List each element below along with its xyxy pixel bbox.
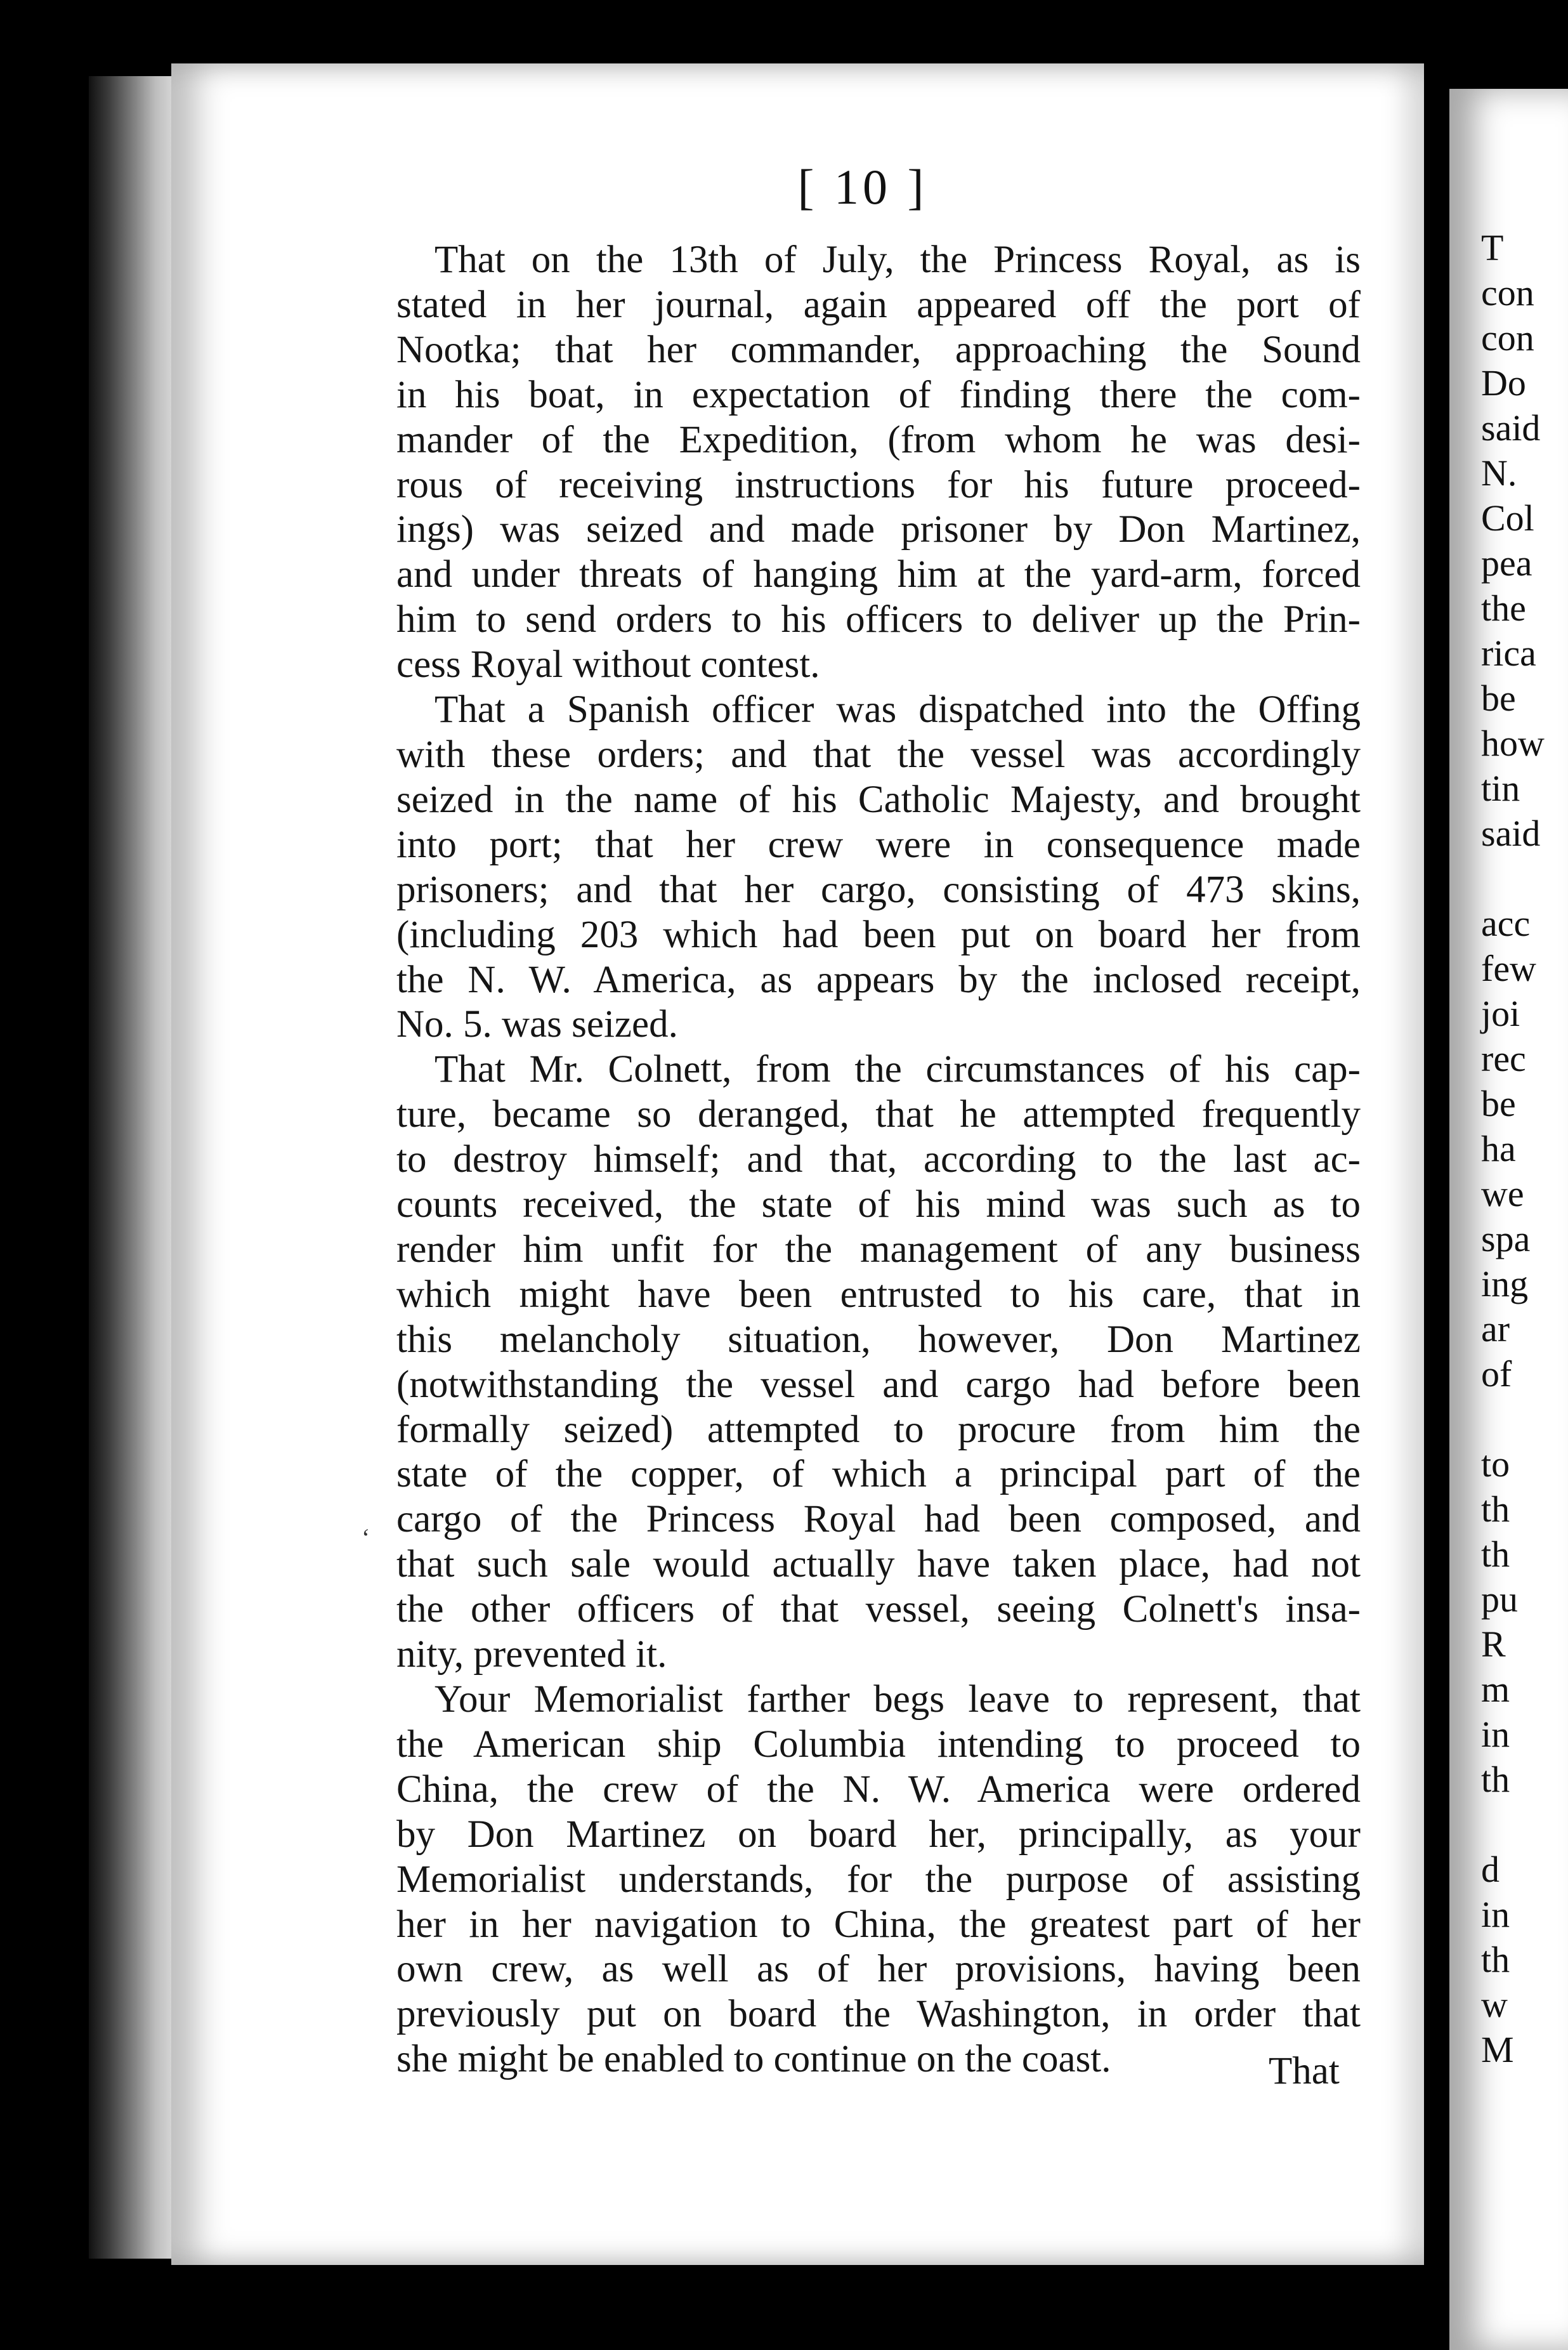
facing-page-fragment: con (1481, 317, 1534, 358)
facing-page-fragment: ha (1481, 1128, 1516, 1169)
text-line: cess Royal without contest. (396, 643, 820, 686)
text-line: No. 5. was seized. (396, 1003, 678, 1046)
text-line: him to send orders to his officers to deliver up the Prin- (396, 598, 1361, 641)
facing-page-fragment: how (1481, 723, 1545, 764)
text-line: state of the copper, of which a principal part of the (396, 1453, 1361, 1496)
page-body (396, 238, 1361, 2082)
text-line: the N. W. America, as appears by the inclosed receipt, (396, 958, 1361, 1001)
facing-page-fragment: m (1481, 1669, 1510, 1710)
text-line: nity, prevented it. (396, 1633, 667, 1676)
facing-page-fragment: w (1481, 1984, 1508, 2025)
facing-page-fragment (1481, 1396, 1568, 1441)
text-line: counts received, the state of his mind was such as to (396, 1183, 1361, 1226)
text-line: render him unfit for the management of any business (396, 1228, 1361, 1271)
facing-page-fragment (1481, 856, 1568, 901)
facing-page-fragment: joi (1481, 993, 1520, 1034)
facing-page-fragment: said (1481, 813, 1541, 854)
facing-page-fragment: T (1481, 227, 1504, 268)
facing-page-fragment: th (1481, 1939, 1510, 1980)
book-edge (89, 76, 184, 2259)
facing-page-fragment: Col (1481, 497, 1534, 539)
paragraph (396, 238, 1361, 688)
text-line: in his boat, in expectation of finding there the com- (396, 373, 1361, 416)
text-line: prisoners; and that her cargo, consisting of 473 skins, (396, 868, 1361, 911)
facing-page-fragment: be (1481, 1083, 1516, 1124)
facing-page-fragment: N. (1481, 452, 1517, 494)
facing-page-fragment: R (1481, 1624, 1506, 1665)
text-line: That Mr. Colnett, from the circumstances of his cap- (434, 1048, 1361, 1091)
margin-mark: ‘ (362, 1523, 370, 1552)
facing-page-fragment (1481, 1802, 1568, 1847)
text-line: and under threats of hanging him at the yard-arm, forced (396, 553, 1361, 596)
facing-page-fragment: th (1481, 1759, 1510, 1800)
text-line: she might be enabled to continue on the coast. (396, 2038, 1111, 2081)
facing-page-fragment: be (1481, 678, 1516, 719)
facing-page-fragment: in (1481, 1714, 1510, 1755)
text-line: by Don Martinez on board her, principally, as your (396, 1813, 1361, 1856)
facing-page-fragments (1481, 225, 1568, 2072)
text-line: previously put on board the Washington, in order that (396, 1993, 1361, 2036)
facing-page-fragment: ing (1481, 1263, 1529, 1304)
text-line: That on the 13th of July, the Princess Royal, as is (434, 239, 1361, 281)
facing-page-fragment: of (1481, 1353, 1512, 1395)
facing-page-fragment: th (1481, 1488, 1510, 1530)
facing-page-fragment: pu (1481, 1579, 1518, 1620)
text-line: the other officers of that vessel, seeing Colnett's insa- (396, 1588, 1361, 1631)
text-line: (including 203 which had been put on board her from (396, 913, 1361, 956)
text-line: cargo of the Princess Royal had been composed, and (396, 1498, 1361, 1541)
text-line: Your Memorialist farther begs leave to represent, that (434, 1678, 1361, 1721)
facing-page-fragment: ar (1481, 1308, 1510, 1349)
paragraph (396, 1677, 1361, 2082)
text-line: seized in the name of his Catholic Majesty, and brought (396, 778, 1361, 821)
text-line: the American ship Columbia intending to proceed to (396, 1723, 1361, 1766)
facing-page-fragment: the (1481, 588, 1526, 629)
paragraph (396, 688, 1361, 1047)
text-line: Memorialist understands, for the purpose of assisting (396, 1858, 1361, 1901)
text-line: own crew, as well as of her provisions, having been (396, 1948, 1361, 1991)
catchword: That (1269, 2050, 1340, 2092)
facing-page-fragment: said (1481, 407, 1541, 449)
facing-page-fragment: to (1481, 1443, 1510, 1485)
text-line: mander of the Expedition, (from whom he was desi- (396, 418, 1361, 461)
facing-page-fragment: spa (1481, 1218, 1531, 1259)
text-line: which might have been entrusted to his care, that in (396, 1273, 1361, 1316)
text-line: (notwithstanding the vessel and cargo had before been (396, 1363, 1361, 1406)
facing-page-fragment: tin (1481, 768, 1520, 809)
facing-page-fragment: rica (1481, 633, 1536, 674)
facing-page-fragment: d (1481, 1849, 1499, 1890)
paragraph (396, 1047, 1361, 1677)
facing-page-fragment: rec (1481, 1038, 1526, 1079)
facing-page-fragment: Do (1481, 362, 1526, 404)
facing-page-fragment: con (1481, 272, 1534, 313)
facing-page-fragment: acc (1481, 903, 1531, 944)
facing-page-fragment: th (1481, 1533, 1510, 1575)
text-line: her in her navigation to China, the greatest part of her (396, 1903, 1361, 1946)
facing-page-fragment: in (1481, 1894, 1510, 1935)
facing-page-fragment: we (1481, 1173, 1524, 1214)
facing-page-fragment: pea (1481, 542, 1532, 584)
facing-page-fragment: M (1481, 2029, 1514, 2070)
text-line: this melancholy situation, however, Don Martinez (396, 1318, 1361, 1361)
text-line: that such sale would actually have taken place, had not (396, 1543, 1361, 1586)
text-line: into port; that her crew were in consequence made (396, 823, 1361, 866)
text-line: stated in her journal, again appeared off the port of (396, 283, 1361, 326)
text-line: ings) was seized and made prisoner by Don Martinez, (396, 508, 1361, 551)
text-line: with these orders; and that the vessel was accordingly (396, 733, 1361, 776)
text-line: to destroy himself; and that, according to the last ac- (396, 1138, 1361, 1181)
text-line: China, the crew of the N. W. America were ordered (396, 1768, 1361, 1811)
text-line: formally seized) attempted to procure from him the (396, 1408, 1361, 1451)
page-number: [ 10 ] (797, 159, 928, 214)
text-line: rous of receiving instructions for his future proceed- (396, 463, 1361, 506)
text-line: ture, became so deranged, that he attempted frequently (396, 1093, 1361, 1136)
facing-page-fragment: few (1481, 948, 1536, 989)
text-line: That a Spanish officer was dispatched into the Offing (434, 688, 1361, 732)
text-line: Nootka; that her commander, approaching the Sound (396, 328, 1361, 371)
